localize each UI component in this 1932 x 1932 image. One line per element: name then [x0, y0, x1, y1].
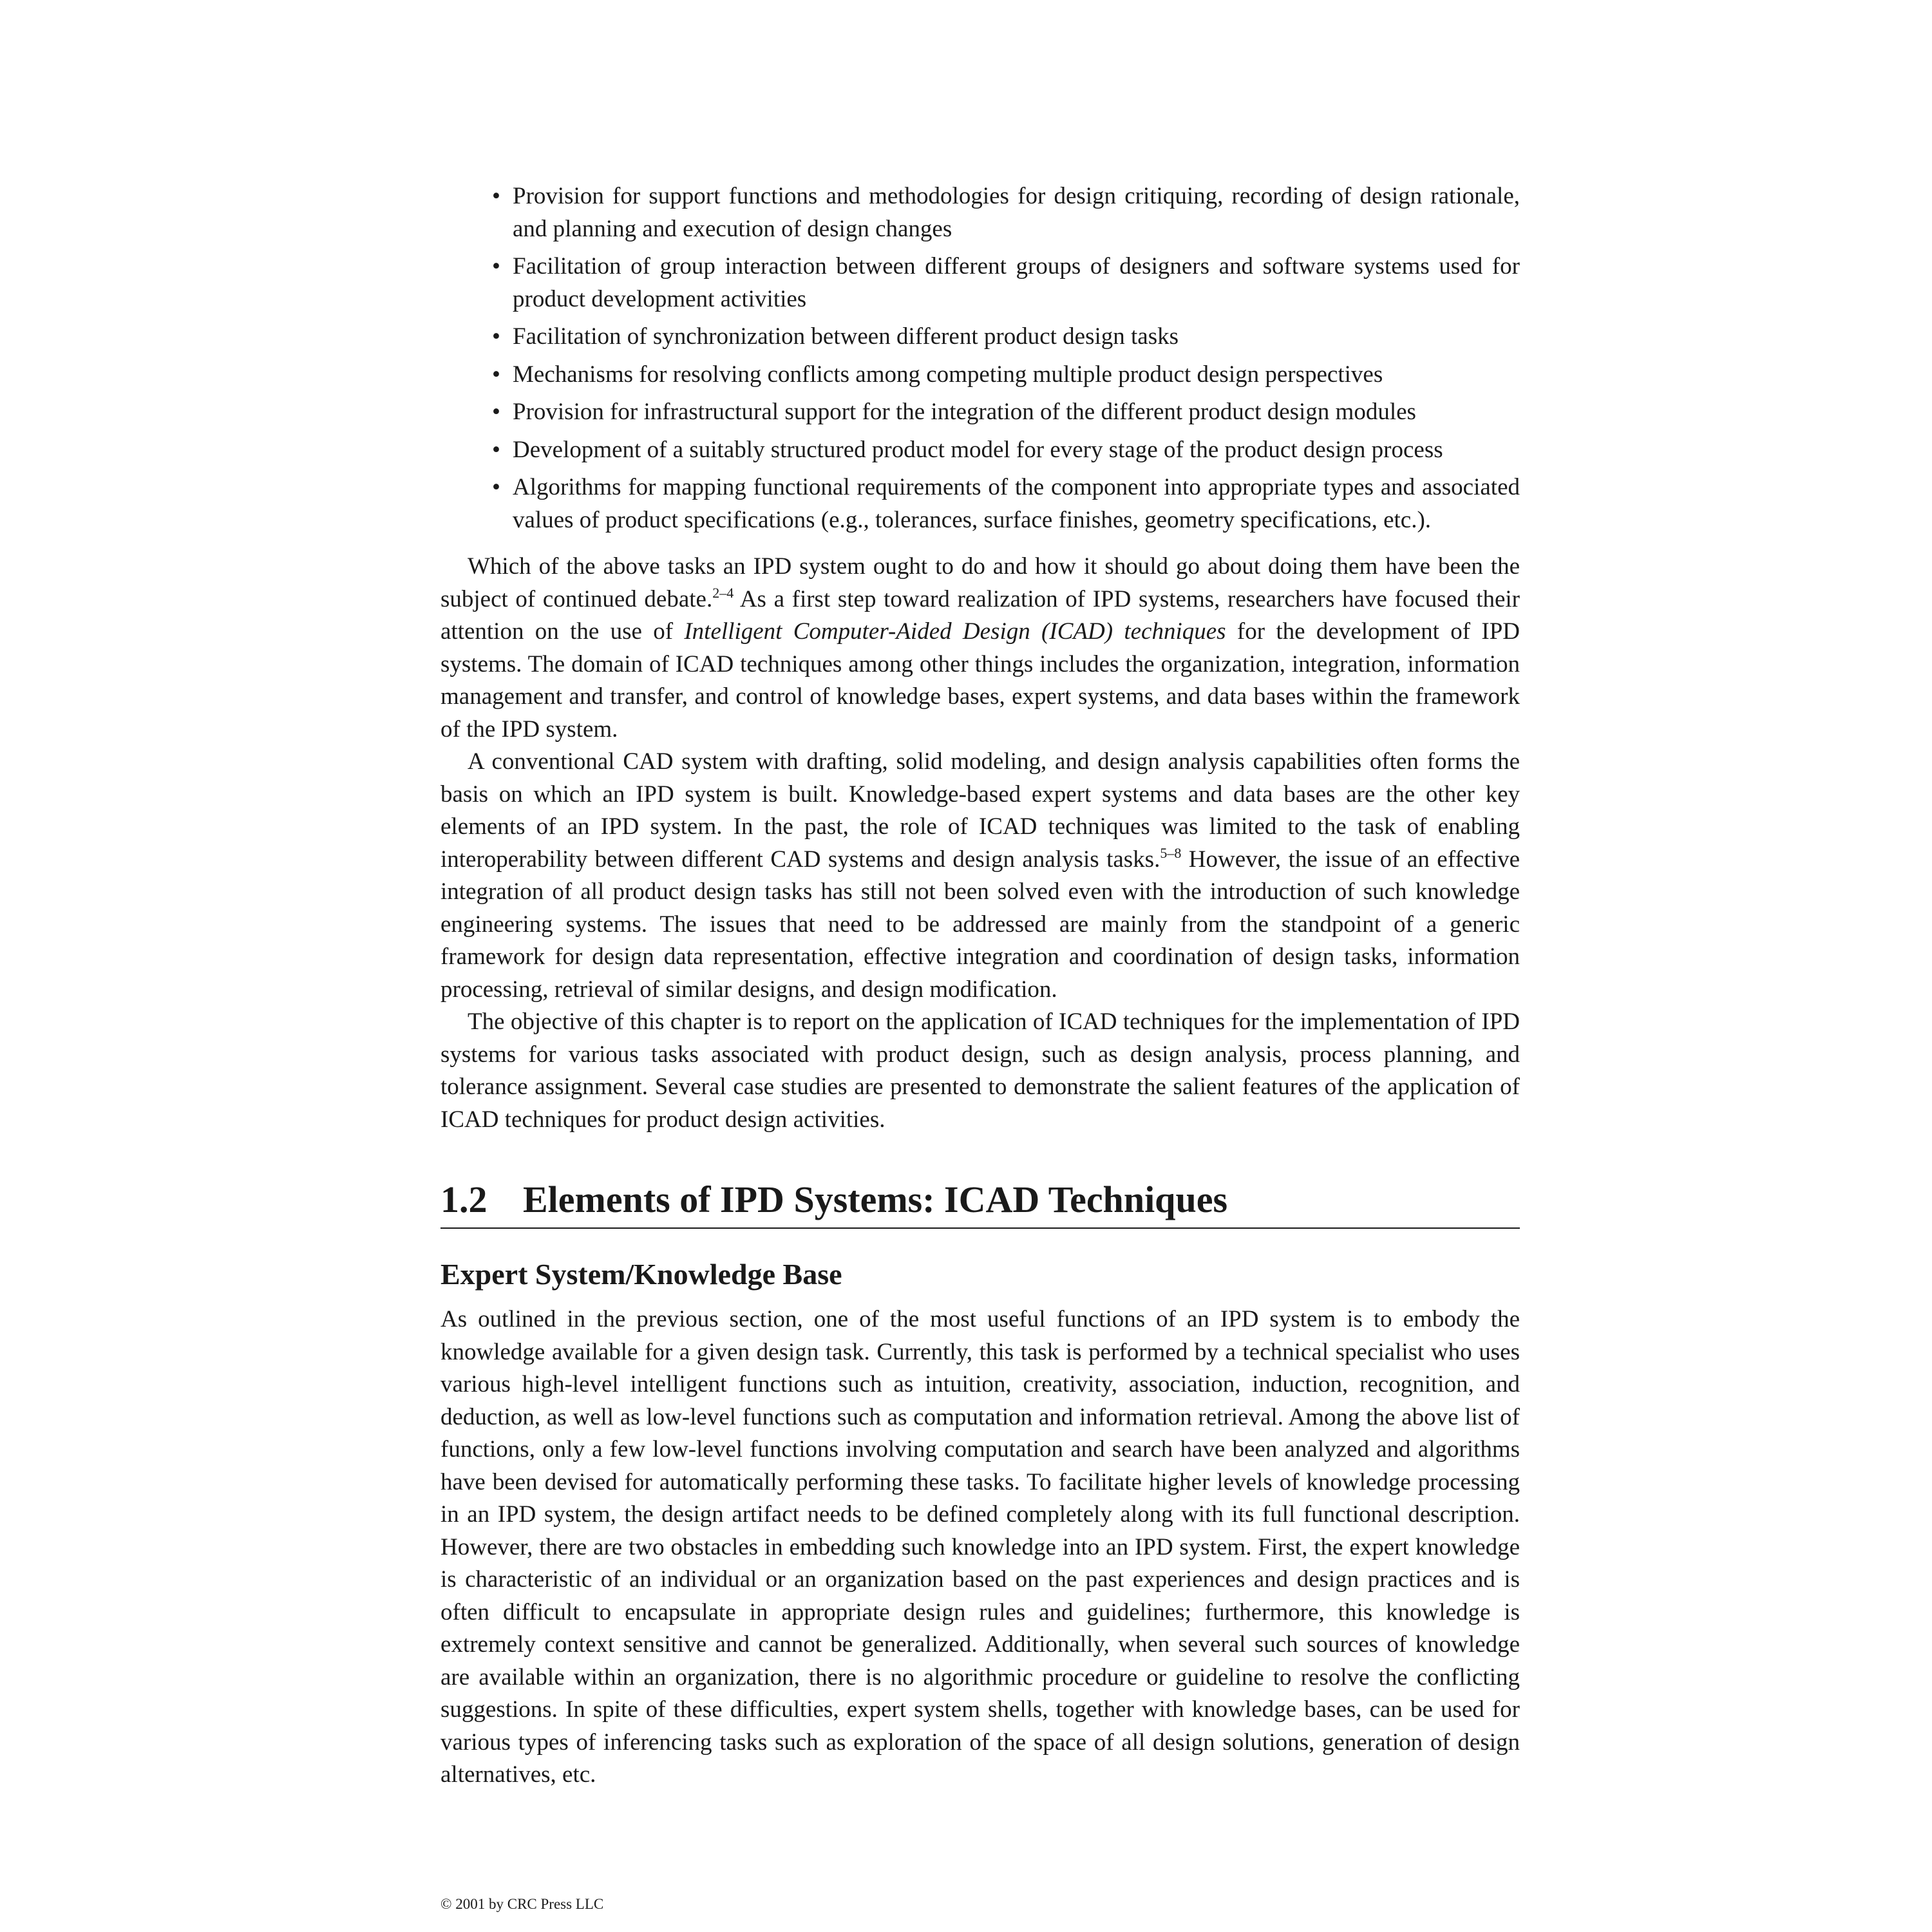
bullet-item — [440, 396, 1520, 429]
bullet-text: Algorithms for mapping functional requirements of the component into appropriate types and associated values of product specifications (e.g., tolerances, surface finishes, geometry specifications, etc.). — [513, 474, 1520, 533]
citation-superscript: 2–4 — [712, 584, 734, 601]
copyright-footer: © 2001 by CRC Press LLC — [440, 1896, 604, 1912]
bullet-marker: • — [492, 183, 500, 209]
bullet-item — [440, 180, 1520, 245]
bullet-marker: • — [492, 436, 500, 463]
section-title: Elements of IPD Systems: ICAD Techniques — [523, 1179, 1228, 1220]
emphasis-term: Intelligent Computer-Aided Design (ICAD) techniques — [684, 618, 1226, 645]
text-run: for the development of IPD systems. The domain of ICAD techniques among other things includes the organization, integration, information management and transfer, and control of knowledge bases, expert systems, and data bases within the framework of the IPD system. — [440, 618, 1520, 743]
bullet-text: Mechanisms for resolving conflicts among competing multiple product design perspectives — [513, 361, 1383, 388]
bullet-list — [440, 180, 1520, 536]
section-heading — [440, 1177, 1520, 1229]
bullet-text: Provision for infrastructural support for the integration of the different product design modules — [513, 399, 1416, 425]
paragraph-ipd-debate — [440, 551, 1520, 746]
bullet-item — [440, 251, 1520, 316]
bullet-text: Provision for support functions and methodologies for design critiquing, recording of design rationale, and planning and execution of design changes — [513, 183, 1520, 242]
citation-superscript: 5–8 — [1160, 844, 1182, 861]
text-run: A conventional CAD system with drafting, solid modeling, and design analysis capabilities often forms the basis on which an IPD system is built. Knowledge-based expert systems and data bases are the other key elements of an IPD system. In the past, the role of ICAD techniques was limited to the task of enabling interoperability between different CAD systems and design analysis tasks. — [440, 748, 1520, 873]
bullet-marker: • — [492, 474, 500, 500]
bullet-marker: • — [492, 323, 500, 350]
section-number: 1.2 — [440, 1179, 488, 1220]
text-run: As a first step toward realization of IPD systems, researchers have focused their attention on the use of — [440, 585, 1520, 645]
bullet-text: Facilitation of group interaction between different groups of designers and software systems used for product development activities — [513, 253, 1520, 312]
text-run: However, the issue of an effective integration of all product design tasks has still not been solved even with the introduction of such knowledge engineering systems. The issues that need to be addressed are mainly from the standpoint of a generic framework for design data representation, effective integration and coordination of design tasks, information processing, retrieval of similar designs, and design modification. — [440, 846, 1520, 1003]
subsection-heading: Expert System/Knowledge Base — [440, 1258, 842, 1291]
bullet-item — [440, 359, 1520, 392]
paragraph-conventional-cad — [440, 746, 1520, 1006]
bullet-item — [440, 321, 1520, 354]
text-run: Which of the above tasks an IPD system ought to do and how it should go about doing them have been the subject of continued debate. — [440, 553, 1520, 612]
bullet-marker: • — [492, 399, 500, 425]
bullet-text: Development of a suitably structured product model for every stage of the product design process — [513, 436, 1443, 463]
page-content — [440, 180, 1520, 1792]
bullet-item — [440, 471, 1520, 536]
paragraph-chapter-objective: The objective of this chapter is to report on the application of ICAD techniques for the implementation of IPD systems for various tasks associated with product design, such as design analysis, process planning, and tolerance assignment. Several case studies are presented to demonstrate the salient features of the application of ICAD techniques for product design activities. — [440, 1009, 1520, 1133]
paragraph-expert-system: As outlined in the previous section, one of the most useful functions of an IPD system is to embody the knowledge available for a given design task. Currently, this task is performed by a technical specialist who uses various high-level intelligent functions such as intuition, creativity, association, induction, recognition, and deduction, as well as low-level functions such as computation and information retrieval. Among the above list of functions, only a few low-level functions involving computation and search have been analyzed and algorithms have been devised for automatically performing these tasks. To facilitate higher levels of knowledge processing in an IPD system, the design artifact needs to be defined completely along with its full functional description. However, there are two obstacles in embedding such knowledge into an IPD system. First, the expert knowledge is characteristic of an individual or an organization based on the past experiences and design practices and is often difficult to encapsulate in appropriate design rules and guidelines; furthermore, this knowledge is extremely context sensitive and cannot be generalized. Additionally, when several such sources of knowledge are available within an organization, there is no algorithmic procedure or guideline to resolve the conflicting suggestions. In spite of these difficulties, expert system shells, together with knowledge bases, can be used for various types of inferencing tasks such as exploration of the space of all design solutions, generation of design alternatives, etc. — [440, 1306, 1520, 1788]
bullet-item — [440, 434, 1520, 467]
bullet-text: Facilitation of synchronization between different product design tasks — [513, 323, 1179, 350]
bullet-marker: • — [492, 253, 500, 279]
bullet-marker: • — [492, 361, 500, 388]
